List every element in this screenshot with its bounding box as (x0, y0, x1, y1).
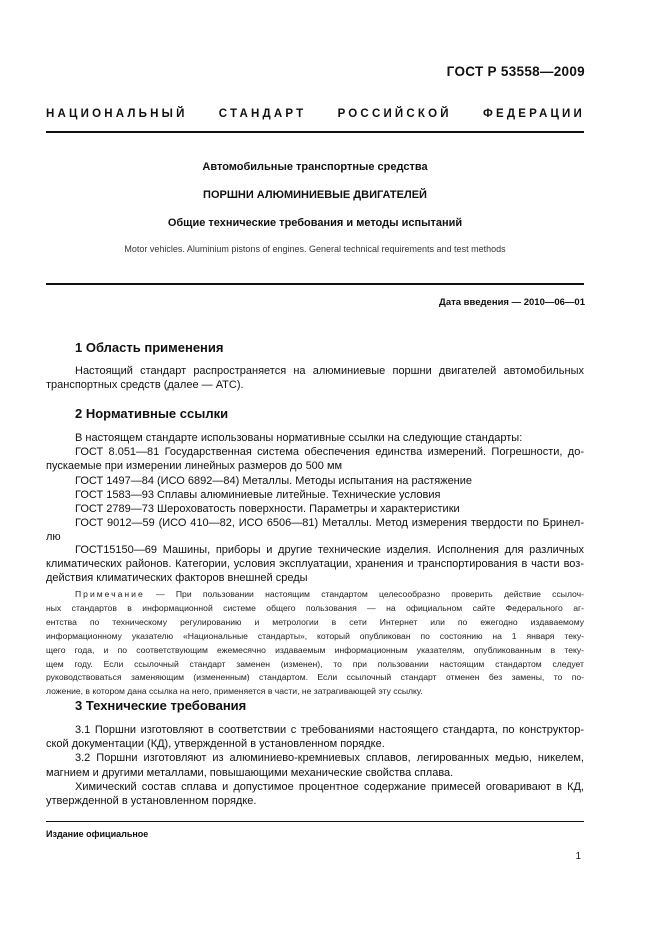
page-number: 1 (575, 851, 581, 862)
note-line: ложение, в котором дана ссылка на него, применяется в части, не затрагивающей эту ссылку. (46, 686, 423, 697)
reference-line: ГОСТ 8.051—81 Государственная система обеспечения единства измерений. Погрешности, до- (75, 446, 584, 459)
reference-line: ГОСТ15150—69 Машины, приборы и другие технические изделия. Исполнения для различных (75, 544, 584, 556)
text-line: 3.2 Поршни изготовляют из алюминиево-кремниевых сплавов, легированных медью, никелем, (75, 752, 584, 765)
header-rule (46, 131, 584, 133)
title-line-1: Автомобильные транспортные средства (202, 161, 428, 173)
introduction-date: Дата введения — 2010—06—01 (439, 297, 585, 308)
reference-line: ГОСТ 1583—93 Сплавы алюминиевые литейные. Технические условия (75, 488, 441, 501)
section-1-heading: 1 Область применения (75, 340, 224, 355)
text-line: Настоящий стандарт распространяется на алюминиевые поршни двигателей автомобильных (75, 365, 584, 377)
reference-line: пускаемые при измерении линейных размеров до 500 мм (46, 460, 343, 473)
text-line: Химический состав сплава и допустимое процентное содержание примесей оговаривают в КД, (75, 780, 584, 793)
note-line: ентства по техническому регулированию и метрологии в сети Интернет или по ежегодно издаваемому (46, 616, 584, 627)
section-3-paragraphs (46, 723, 584, 808)
section-2-gost15150 (46, 543, 584, 586)
note-label: Примечание (75, 589, 145, 599)
references-intro: В настоящем стандарте использованы нормативные ссылки на следующие стандарты: (75, 432, 523, 444)
reference-line: ГОСТ 2789—73 Шероховатость поверхности. Параметры и характеристики (75, 503, 460, 516)
text-line: ской документации (КД), утвержденной в установленном порядке. (46, 738, 385, 751)
text-line: 3.1 Поршни изготовляют в соответствии с требованиями настоящего стандарта, по конструктор- (75, 724, 584, 736)
national-standard-banner: НАЦИОНАЛЬНЫЙ СТАНДАРТ РОССИЙСКОЙ ФЕДЕРАЦИИ (46, 108, 585, 120)
note-text: — При пользовании настоящим стандартом целесообразно проверить действие ссылоч- (144, 589, 584, 599)
reference-line: климатических районов. Категории, условия эксплуатации, хранения и транспортирования в части воз- (46, 558, 584, 571)
reference-line: лю (46, 531, 61, 544)
title-rule (46, 283, 584, 285)
title-english: Motor vehicles. Aluminium pistons of engines. General technical requirements and test methods (124, 244, 506, 254)
reference-line: ГОСТ 9012—59 (ИСО 410—82, ИСО 6506—81) Металлы. Метод измерения твердости по Бринел- (75, 517, 584, 530)
section-3-heading: 3 Технические требования (75, 698, 247, 713)
text-line: утвержденной в установленном порядке. (46, 795, 257, 808)
note-line: щего года, и по соответствующим ежемесячно издаваемым информационным указателям, опубликованным в теку- (46, 644, 584, 655)
note-line: ных стандартов в информационной системе общего пользования — на официальном сайте Федерального аг- (46, 602, 584, 613)
official-edition-label: Издание официальное (46, 829, 149, 839)
reference-line: действия климатических факторов внешней среды (46, 572, 308, 585)
text-line: транспортных средств (далее — АТС). (46, 379, 244, 392)
reference-note (46, 588, 584, 699)
note-first-line (46, 588, 584, 602)
text-line: магнием и другими металлами, повышающими механические свойства сплава. (46, 766, 454, 779)
note-line: руководствоваться заменяющим (измененным) стандартом. Если ссылочный стандарт отменен без замены, то по- (46, 672, 584, 683)
document-code: ГОСТ Р 53558—2009 (446, 64, 585, 79)
title-line-2: ПОРШНИ АЛЮМИНИЕВЫЕ ДВИГАТЕЛЕЙ (203, 189, 427, 201)
title-line-3: Общие технические требования и методы испытаний (167, 217, 463, 229)
note-line: информационному указателю «Национальные стандарты», который опубликован по состоянию на 1 января теку- (46, 630, 584, 641)
section-2-heading: 2 Нормативные ссылки (75, 406, 229, 421)
section-2-references (46, 431, 584, 545)
footer-rule (46, 821, 584, 822)
note-line: щем году. Если ссылочный стандарт заменен (изменен), то при пользовании настоящим стандартом следует (46, 658, 584, 669)
section-1-paragraph (46, 364, 584, 392)
reference-line: ГОСТ 1497—84 (ИСО 6892—84) Металлы. Методы испытания на растяжение (75, 474, 473, 487)
